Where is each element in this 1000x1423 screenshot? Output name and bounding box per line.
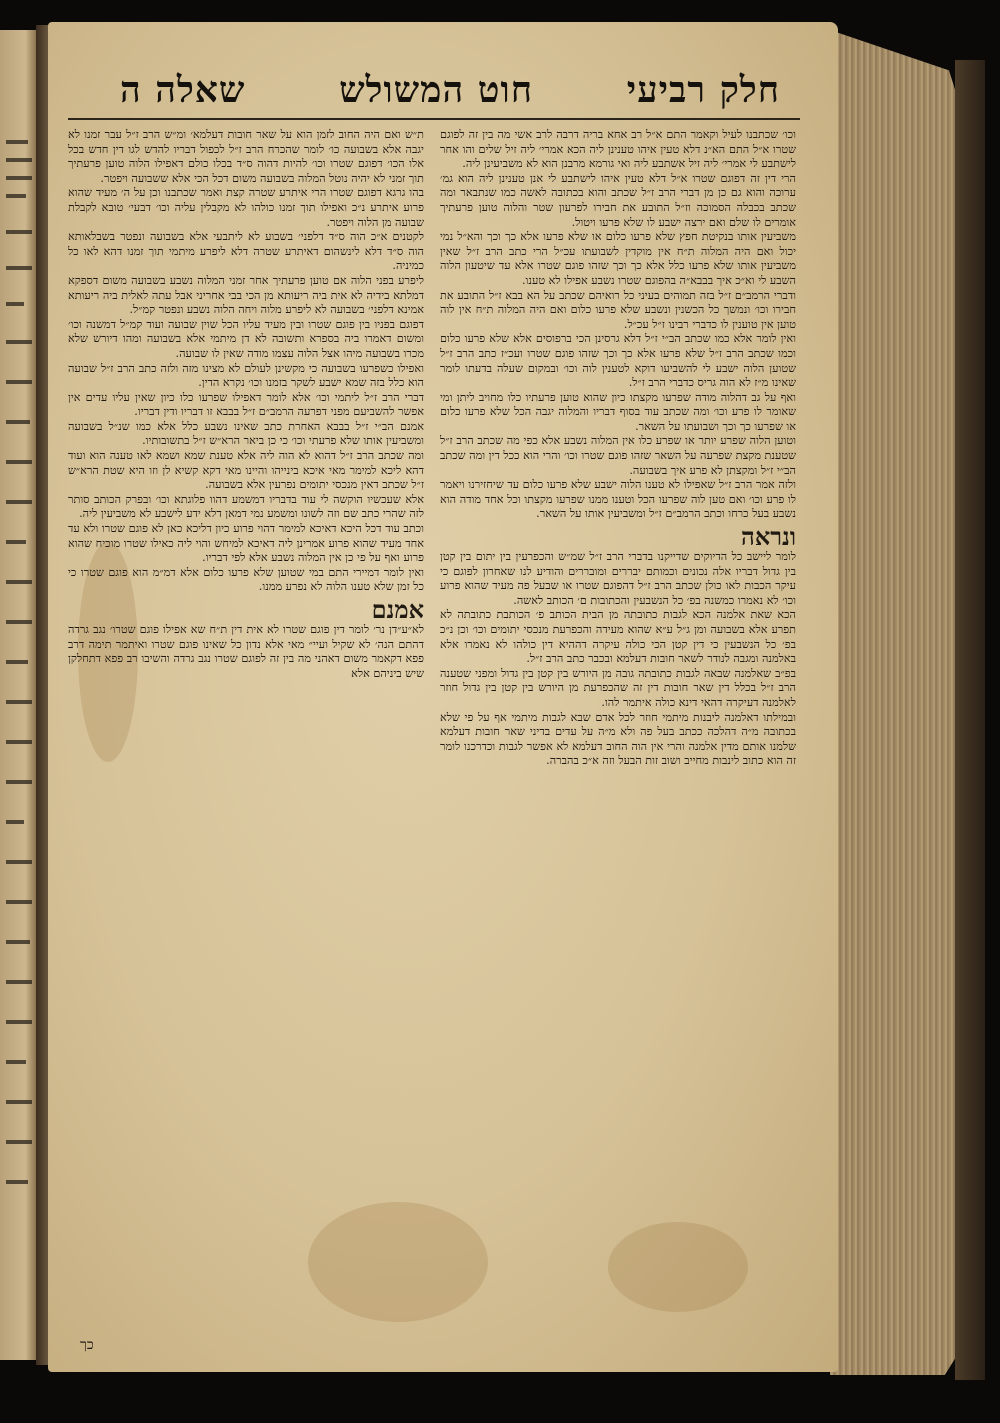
left-text-column — [68, 128, 424, 1358]
paragraph: ומה שכתב הרב ז״ל דהוא לא הוה ליה אלא טענת שמא ושמא לאו טענה הוא ועוד דהא ליכא למימר מאי איכא בינייהו והיינו מאי דקא קשיא לן וזו היא שטת הרא״ש ז״ל שכתב דאין מנכסי יתומים נפרעין אלא בשבועה. — [68, 449, 424, 492]
paragraph: משביעין אותו בנקיטת חפץ שלא פרעו כלום או שלא פרעו אלא כך וכך והא״ל נמי יכול ואם היה המלוה ת״ח אין מוקדין לשבועתו עכ״ל הרי כתב הרב ז״ל שאין משביעין אותו שלא פרעו כלל אלא כך וכך שזהו פוגם שטרו אלא עד שיטעון הלוה השבע לי וא״כ איך בבבא״ה בהפוגם שטרו נשבע אפילו לא טענו. — [440, 230, 796, 287]
paragraph: לא״ע״דן נר׳ לומר דין פוגם שטרו לא אית דין ת״ח שא אפילו פוגם שטרו׳ נגב גרדה דהתם הנה׳ לא שקיל ועיי״ מאי אלא נדון כל שאינו פוגם שטרו ואיתמר תימה דרב פפא דקאמר משום דאהני מה בין זה לפוגם שטרו נגב גרדה והשיבו רב פפא דתחלקן שיש ביניהם אלא — [68, 623, 424, 680]
paragraph: ואין לומר אלא כמו שכתב הב״י ז״ל דלא גרסינן הכי ברפוסים אלא שלא פרעו כלום וכמו שכתב הרב ז״ל שלא פרעו אלא כך וכך שזהו פוגם שטרו ועכ״ז כתב הרב ז״ל שטוען הלוה ישבע לי להשביעו דוקא לטענין לוה וכו׳ ובמקום שעלה בדעתו לומר שאינו מ״ז לא הוה גריס כדברי הרב ז״ל. — [440, 332, 796, 390]
paragraph: בהו גרגא דפוגם שטרו הרי איתרע שטרה קצת ואמר שכתבנו וכן על ה׳ מעיד שהוא פרוע איתרע נ״כ ואפילו תוך זמנו כולהו לא מקבלין עליה וכו׳ דבעי׳ טובא לקבלת שבועה מן הלוה ויפטר. — [68, 186, 424, 229]
paragraph: לומר ליישב כל הדיוקים שדייקנו בדברי הרב ז״ל שמ״ש והכפרעין בין יתום בין קטן בין גדול דבריו אלה נכונים וכמותם יבררים ומובררים והודיע לנו שאחרון לפוגם כי עיקר הכבות לאו כולן שכתב הרב ז״ל דהפוגם שטרו או שבעל פה מעיד שהוא פרוע וכו׳ לא נאמרו כמשנה בפ׳ כל הנשבעין והכתובות ם׳ הכותב לאשה. — [440, 550, 796, 607]
paragraph: ואפילו כשפרעו בשבועה כי מקשינן לעולם לא מצינו מזה ולזה כתב הרב ז״ל שבועה הוא כלל בזה שמא ישבע לשקר בזמנו וכו׳ נקרא הדין. — [68, 361, 424, 390]
adjacent-page-edge — [0, 30, 36, 1360]
paragraph: ולזה אמר הרב ז״ל שאפילו לא טענו הלוה ישבע שלא פרעו כלום עד שיחזירנו ויאמר לו פרע וכו׳ ואם טען לוה שפרעו הכל וטענו ממנו שפרעו מקצתו וכל אחד מודה הוא נשבע בעל כרחו וכתב הרמב״ם ז״ל ומשביעין אותו על השאר. — [440, 478, 796, 521]
paragraph: דברי הרב ז״ל ליתמי וכו׳ אלא לומר דאפילו שפרעו כלו כיון שאין עליו עדים אין אפשר להשביעם מפני דפרעה הרמב״ם ז״ל בבבא זו דבריו ודין דבריו. — [68, 390, 424, 419]
header-book-title: חוט המשולש — [339, 69, 534, 111]
right-text-column — [440, 128, 796, 1358]
paragraph: ת״ש ואם היה החוב לזמן הוא על שאר חובות דעלמא׳ ומ״ש הרב ז״ל עבר זמנו לא יגבה אלא בשבועה כו׳ לומר שהכרח הרב ז״ל לכפול דבריו להדש לגו דין חדש בכל אלו הכו׳ דפוגם שטרו וכו׳ להיות דהוה ס״ד בכלו כולם דאפילו הלוה טוען פרעתיך תוך זמני לא יהיה נוטל המלוה בשבועה משום דכל הכי אלא ששבועה ויפטר. — [68, 128, 424, 185]
header-question-number: שאלה ה — [120, 69, 246, 111]
header-part: חלק רביעי — [626, 69, 780, 111]
section-opening-word: ונראה — [741, 522, 796, 552]
page-block-edge — [830, 30, 970, 1375]
paragraph: אמנם הב״י ז״ל בבבא האחרת כתב שאינו נשבע כלל אלא כמו שנ״ל בשבועה ומשביעין אותו שלא פרעתי וכו׳ כי כן ביאר הרא״ש ז״ל בתשובותיו. — [68, 419, 424, 448]
book-cover — [955, 60, 985, 1380]
paragraph: ודברי הרמב״ם ז״ל בזה תמוהים בעיני כל רואיהם שכתב על הא בבא ז״ל התובע את חבירו וכו׳ ונמשך כל הכשנין ונשבע שלא פרעו כלום ואם היה המלוה ת״ח אין לוה טוען אין טוענין לו כדברי רבינו ז״ל עכ״ל. — [440, 288, 796, 331]
catchword: כך — [80, 1337, 94, 1353]
paragraph: הרי דין זה דפוגם שטרו א״ל דלא טעין איהו לישתבע לי אנן טענינן ליה הוא גמ׳ ערוכה והוא גם כן מן דברי הרב ז״ל שכתב והוא בכתובה לאשה כמו שנתבאר ומה שכתב בכבלה הסמוכה וז״ל התובע את חבירו לפרעון שטר והלוה טוען פרעתיך אומרים לו שלם ואם ירצה ישבע לו שלא פרעו ויטול. — [440, 171, 796, 229]
paragraph: אלא שעכשיו הוקשה לי עוד בדבריו דמשמע דהוו פלוגתא וכו׳ ובפרק הכותב סותר לזה שהרי כתב שם וזה לשונו ומשמע נמי דמאן דלא ידע לישבע לא משביעין ליה. — [68, 492, 424, 521]
section-opening-word: אמנם — [371, 595, 424, 624]
paragraph: בפ״ב שאלמנה שבאה לגבות כתובתה גובה מן היורש בין קטן בין גדול ומפני שטענה הרב ז״ל בכלל דין שאר חובות דין זה שהכפרעת מן היורש בין קטן בין גדול חוזר לאלמנה דעיקרה דהאי דינא כולה איתמר להו. — [440, 666, 796, 709]
paragraph: ליפרע בפני הלוה אם טוען פרעתיך אחר זמני המלוה נשבע בשבועה משום דספקא דמלתא בידיה לא אית ביה ריעותא מן הכי בבי אחריני אבל עתה לאלית ביה ריעותא אמינא דלפני׳ בשבועה לא ליפרע מלוה ויחה הלוה נשבע ונפטר קמ״ל. — [68, 273, 424, 317]
paragraph: לקטנים א״כ הוה ס״ד דלפני׳ בשבוע לא ליתבעי אלא בשבועה ונפטר בשבלאותא הוה ס״ד דלא לינשהום דאיתרע שטרה דלא ליפרע מיתמי תוך זמנו דהא לאו כל כמיניה. — [68, 230, 424, 273]
header-rule — [68, 118, 800, 120]
running-header — [120, 60, 780, 120]
paragraph: וכתב עוד דכל היכא דאיכא למימר דהוי פרוע כיון דליכא כאן לא פוגם שטרו ולא עד אחד מעיד שהוא פרוע אמרינן ליה דאיכא למיחש והוי ליה כאילו שטרו מוכיח שהוא פרוע ואף על פי כן אין המלוה נשבע אלא לפי דבריו. — [68, 522, 424, 565]
paragraph: וטוען הלוה שפרע יותר או שפרע כלו אין המלוה נשבע אלא כפי מה שכתב הרב ז״ל שטענת מקצת שפרעה על השאר שזהו פוגם שטרו וכו׳ והרי הוא ככל דין ומה שכתב הב״י ז״ל ומקצתן לא פרע איך בשבועה. — [440, 434, 796, 477]
paragraph: ובמילתו דאלמנה ליבנות מיתמי חוזר לכל אדם שבא לגבות מיתמי אף על פי שלא בכתובה מ״ה דהלכה ככתב בעל פה ולא מ״ה על עדים בדיני שאר חובות דעלמא שלמנו אותם מדין אלמנה והרי אין הוה החוב דעלמא לא אפשר לגבות וכדרכנו לומר זה הוא כתוב לינבות מחייב ושוב זות הבעל וזה א״כ בהברה. — [440, 710, 796, 768]
paragraph: ואף על גב דהלוה מודה שפרעו מקצתו כיון שהוא טוען פרעתיו כלו מחויב ליתן ומי שאומר לו פרע וכו׳ ומה שכתב עוד בסוף דבריו והמלוה יגבה הכל שלא פרעו כלום או שפרעו כך וכך ושבועתו על השאר. — [440, 390, 796, 433]
paragraph: ואין לומר דמיירי התם במי שטוען שלא פרעו כלום אלא דמ״מ הוא פוגם שטרו כי כל זמן שלא טענו הלוה לא נפרע ממנו. — [68, 565, 424, 594]
paragraph: הכא שאת אלמנה הכא לגבות כתובתה מן הבית הכותב פ׳ הכותבת כתובתה לא תפרע אלא בשבועה ומן ג״ל ע״א שהוא מעידה והכפרעת מנכסי יתומים וכו׳ וכן נ״כ בפ׳ כל הנשבעין כי דין קטן הכי כולה עיקרה דההיא דין כולהו לא נאמרו אלא באלמנה ומגבה לנודר לשאר חובות דעלמא ובכבר כתב הרב ז״ל. — [440, 608, 796, 666]
paragraph: וכו׳ שכתבנו לעיל וקאמר התם א״ל רב אחא בריה דרבה לרב אשי מה בין זה לפוגם שטרו א״ל התם הא״נ דלא טעין איהו טענינן ליה הכא אמרי׳ ליה זיל שלים והו אחר לישתבע לי אמרי׳ ליה זיל אשתבע ליה ואי גורמא מרבנן הוא לא משביעינן ליה. — [440, 128, 796, 171]
paragraph: דפוגם בפניו בין פוגם שטרו ובין מעיד עליו הכל שוין שבועה ועוד קמ״ל דמשנה וכו׳ ומשום דאמרו ביה בספרא ותשובה לא דן מיתמי אלא בשבועה ומהו דיורש שלא מכרו בשבועה מיהו אצל הלוה עצמו מודה שאין לו שבועה. — [68, 317, 424, 360]
